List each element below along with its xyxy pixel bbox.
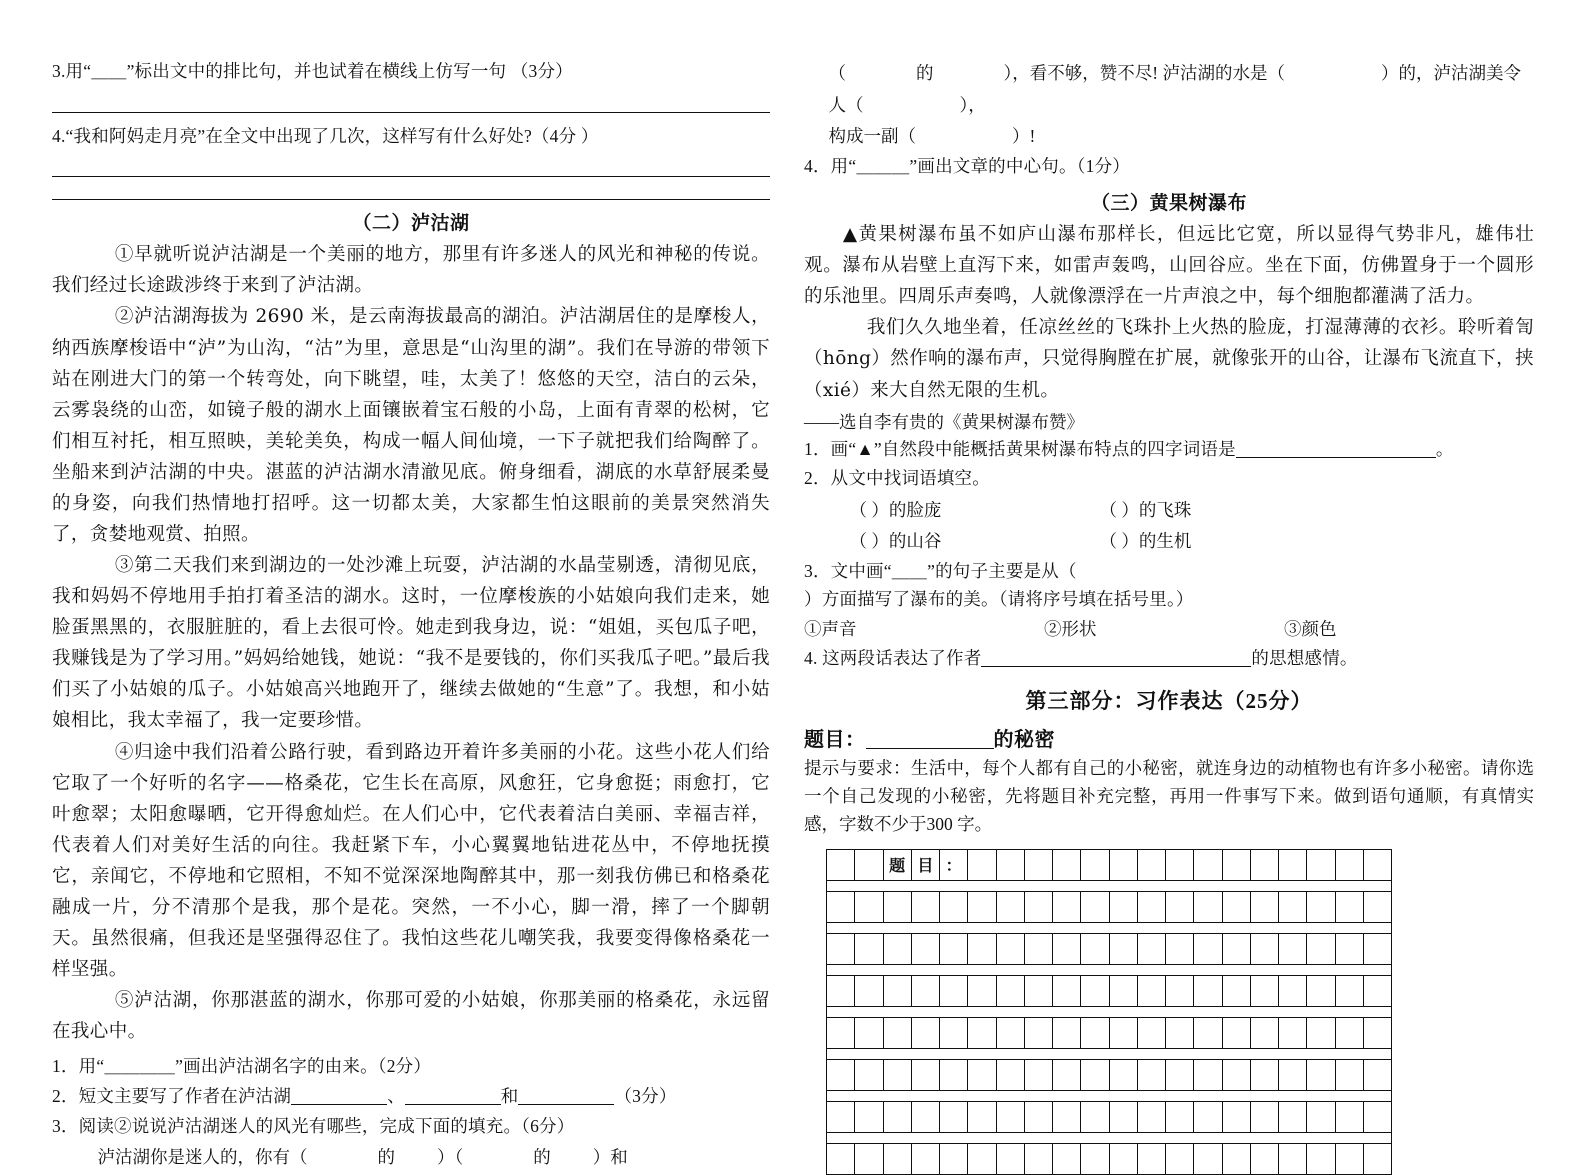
passage-2-paragraph-1: ①早就听说泸沽湖是一个美丽的地方，那里有许多迷人的风光和神秘的传说。我们经过长途跋涉终于来到了泸沽湖。 (52, 244, 770, 297)
passage-3-title: （三）黄果树瀑布 (1090, 193, 1247, 215)
writing-grid-cell[interactable] (968, 1102, 996, 1132)
passage3-q3-choices (804, 615, 1534, 645)
answer-rule[interactable] (52, 199, 770, 200)
p3q1-blank[interactable] (1236, 457, 1436, 458)
passage-3-paragraph-1: ▲黄果树瀑布虽不如庐山瀑布那样长，但远比它宽，所以显得气势非凡，雄伟壮观。瀑布从岩壁上直泻下来，如雷声轰鸣，山回谷应。坐在下面，仿佛置身于一个圆形的乐池里。四周乐声奏鸣，人就像漂浮在一片声浪之中，每个细胞都灌满了活力。 (804, 224, 1534, 308)
writing-grid-cell[interactable] (1194, 1018, 1222, 1048)
passage2-question-2 (52, 1083, 770, 1111)
writing-grid-cell[interactable] (1223, 1060, 1251, 1090)
writing-grid-cell[interactable] (1110, 976, 1138, 1006)
writing-grid-cell[interactable] (912, 892, 940, 922)
passage3-question-2: 2．从文中找词语填空。 (804, 468, 990, 489)
writing-grid-cell[interactable] (1138, 1060, 1166, 1090)
writing-grid-cell[interactable] (1110, 1144, 1138, 1174)
writing-grid-cell[interactable] (1025, 850, 1053, 880)
writing-grid-cell[interactable] (1251, 1102, 1279, 1132)
q2-text-b: 、 (387, 1085, 405, 1106)
cont-text-a: （ (828, 63, 846, 83)
writing-grid-cell[interactable] (1364, 976, 1391, 1006)
writing-grid-bottom-border (826, 1174, 1392, 1175)
writing-grid-gutter (826, 1132, 1392, 1143)
writing-grid-cell[interactable] (1364, 850, 1391, 880)
writing-grid-cell[interactable] (1053, 1018, 1081, 1048)
passage2-question-3: 3．阅读②说说泸沽湖迷人的风光有哪些，完成下面的填充。（6分） (52, 1115, 575, 1136)
writing-grid-cell[interactable] (1138, 1144, 1166, 1174)
writing-grid-cell[interactable] (1223, 892, 1251, 922)
writing-grid-cell[interactable] (884, 1102, 912, 1132)
writing-grid-cell[interactable]: 目 (912, 850, 940, 880)
writing-grid-cell[interactable] (1081, 934, 1109, 964)
q2-blank-1[interactable] (291, 1104, 387, 1105)
writing-grid-cell[interactable] (1110, 1102, 1138, 1132)
writing-grid-cell[interactable] (1307, 1102, 1335, 1132)
writing-grid-cell[interactable] (884, 1060, 912, 1090)
writing-grid-cell[interactable] (1223, 850, 1251, 880)
p3q4-text-a: 4. 这两段话表达了作者 (804, 647, 982, 668)
cont-text-e: ）， (959, 94, 986, 115)
writing-grid-row[interactable] (826, 849, 1392, 880)
writing-grid-cell[interactable] (1081, 1060, 1109, 1090)
writing-grid-cell[interactable] (1053, 1144, 1081, 1174)
writing-grid-cell[interactable] (968, 850, 996, 880)
writing-grid-cell[interactable] (827, 1060, 855, 1090)
writing-grid-cell[interactable] (1251, 892, 1279, 922)
topic-suffix: 的秘密 (993, 728, 1055, 751)
writing-grid-cell[interactable] (855, 850, 883, 880)
composition-hint: 提示与要求：生活中，每个人都有自己的小秘密，就连身边的动植物也有许多小秘密。请你选一个自己发现的小秘密，先将题目补充完整，再用一件事写下来。做到语句通顺，有真情实感，字数不少于300 字。 (804, 757, 1534, 835)
writing-grid-cell[interactable] (997, 976, 1025, 1006)
writing-grid-cell[interactable] (1251, 1018, 1279, 1048)
p3q1-text-b: 。 (1435, 438, 1454, 459)
two-column-layout (52, 58, 1534, 1175)
writing-grid-cell[interactable] (1223, 976, 1251, 1006)
writing-grid-cell[interactable] (940, 1018, 968, 1048)
p3q4-text-b: 的思想感情。 (1251, 647, 1358, 668)
writing-grid-cell[interactable] (1279, 1018, 1307, 1048)
writing-grid-cell[interactable] (884, 1018, 912, 1048)
writing-grid-cell[interactable] (1251, 850, 1279, 880)
writing-grid-cell[interactable] (997, 1018, 1025, 1048)
writing-grid-cell[interactable] (1138, 850, 1166, 880)
passage-3-source: ——选自李有贵的《黄果树瀑布赞》 (804, 411, 1084, 432)
writing-grid-cell[interactable] (1223, 934, 1251, 964)
writing-grid-cell[interactable] (1307, 1060, 1335, 1090)
writing-grid-cell[interactable] (1336, 1102, 1364, 1132)
writing-grid-cell[interactable] (1336, 1144, 1364, 1174)
writing-grid-cell[interactable] (884, 1144, 912, 1174)
passage-2-paragraph-5: ⑤泸沽湖，你那湛蓝的湖水，你那可爱的小姑娘，你那美丽的格桑花，永远留在我心中。 (52, 990, 770, 1043)
writing-grid-cell[interactable] (1251, 934, 1279, 964)
writing-grid-cell[interactable] (1025, 1144, 1053, 1174)
passage-2-paragraph-4: ④归途中我们沿着公路行驶，看到路边开着许多美丽的小花。这些小花人们给它取了一个好听的名字——格桑花，它生长在高原，风愈狂，它身愈挺；雨愈打，它叶愈翠；太阳愈曝晒，它开得愈灿烂。在人们心中，它代表着洁白美丽、幸福吉祥，代表着人们对美好生活的向往。我赶紧下车，小心翼翼地钻进花丛中，不停地抚摸它，亲闻它，不停地和它照相，不知不觉深深地陶醉其中，那一刻我仿佛已和格桑花融成一片，分不清那个是我，那个是花。突然，一不小心，脚一滑，摔了一个脚朝天。虽然很痛，但我还是坚强得忍住了。我怕这些花儿嘲笑我，我要变得像格桑花一样坚强。 (52, 741, 770, 981)
writing-grid-cell[interactable] (1110, 892, 1138, 922)
writing-grid-cell[interactable] (827, 850, 855, 880)
writing-grid-cell[interactable] (1307, 976, 1335, 1006)
q2-text-d: （3分） (614, 1085, 677, 1106)
writing-grid-cell[interactable] (884, 976, 912, 1006)
writing-grid-cell[interactable] (1251, 1060, 1279, 1090)
passage3-q2-row-2 (804, 526, 1534, 558)
writing-grid-cell[interactable] (1279, 976, 1307, 1006)
writing-grid-cell[interactable] (1194, 976, 1222, 1006)
writing-grid-cell[interactable] (1336, 934, 1364, 964)
writing-grid-cell[interactable] (1025, 1102, 1053, 1132)
writing-grid-cell[interactable] (997, 1144, 1025, 1174)
fill-continuation-line-1 (804, 58, 1534, 121)
passage3-question-1 (804, 436, 1534, 464)
writing-grid-cell[interactable] (855, 934, 883, 964)
writing-grid-cell[interactable] (855, 1018, 883, 1048)
p3q3-text-b: ）方面描写了瀑布的美。（请将序号填在括号里。） (804, 588, 1194, 609)
cont2-text-b: ）! (1012, 126, 1036, 146)
writing-grid-cell[interactable] (1081, 850, 1109, 880)
writing-grid-gutter (826, 964, 1392, 975)
writing-grid-cell[interactable] (968, 1018, 996, 1048)
writing-grid-cell[interactable] (912, 1144, 940, 1174)
writing-grid-cell[interactable] (1336, 1060, 1364, 1090)
passage-2-paragraph-3: ③第二天我们来到湖边的一处沙滩上玩耍，泸沽湖的水晶莹剔透，清彻见底，我和妈妈不停地用手拍打着圣洁的湖水。这时，一位摩梭族的小姑娘向我们走来，她脸蛋黑黑的，衣服脏脏的，看上去很可怜。她走到我身边，说：“姐姐，买包瓜子吧，我赚钱是为了学习用。”妈妈给她钱，她说：“我不是要钱的，你们买我瓜子吧。”最后我们买了小姑娘的瓜子。小姑娘高兴地跑开了，继续去做她的“生意”了。我想，和小姑娘相比，我太幸福了，我一定要珍惜。 (52, 555, 770, 732)
writing-grid-cell[interactable] (1336, 850, 1364, 880)
passage-3-paragraph-2: 我们久久地坐着，任凉丝丝的飞珠扑上火热的脸庞，打湿薄薄的衣衫。聆听着訇（hōng）然作响的瀑布声，只觉得胸膛在扩展，就像张开的山谷，让瀑布飞流直下，挟（xié）来大自然无限的生机。 (804, 317, 1534, 401)
writing-grid-cell[interactable] (1223, 1018, 1251, 1048)
writing-grid-cell[interactable] (1279, 850, 1307, 880)
writing-grid-cell[interactable] (827, 976, 855, 1006)
cont2-text-a: 构成一副（ (828, 126, 916, 146)
writing-grid-row[interactable] (826, 891, 1392, 922)
writing-grid-gutter (826, 1090, 1392, 1101)
writing-grid-cell[interactable] (1279, 1144, 1307, 1174)
fill-continuation-line-2 (804, 121, 1534, 153)
question-3-prompt: 3.用“＿＿”标出文中的排比句，并也试着在横线上仿写一句 （3分） (52, 61, 573, 81)
writing-grid-cell[interactable] (1364, 1102, 1391, 1132)
writing-grid-cell[interactable] (997, 850, 1025, 880)
p3q2-item-1-right[interactable]: （ ）的飞珠 (1099, 499, 1192, 520)
passage3-question-3 (804, 558, 1534, 613)
choice-option-1[interactable]: ①声音 (804, 619, 857, 640)
writing-grid-cell[interactable] (1223, 1144, 1251, 1174)
q2-text-a: 2．短文主要写了作者在泸沽湖 (52, 1085, 292, 1106)
cont-text-d: ）的，泸沽湖美令人（ (828, 63, 1521, 115)
writing-grid-cell[interactable] (827, 934, 855, 964)
question-4-prompt: 4.“我和阿妈走月亮”在全文中出现了几次，这样写有什么好处?（4分 ） (52, 125, 599, 146)
writing-grid-cell[interactable] (1081, 976, 1109, 1006)
writing-grid-cell[interactable] (912, 934, 940, 964)
choice-option-2[interactable]: ②形状 (1044, 619, 1097, 640)
writing-grid-cell[interactable] (827, 1018, 855, 1048)
writing-grid-cell[interactable] (1166, 1018, 1194, 1048)
writing-grid-gutter (826, 922, 1392, 933)
writing-grid-cell[interactable] (1081, 1144, 1109, 1174)
writing-grid-cell[interactable] (1364, 1060, 1391, 1090)
writing-grid-row[interactable] (826, 933, 1392, 964)
fill-text-a: 泸沽湖你是迷人的，你有（ (97, 1147, 308, 1168)
writing-grid-cell[interactable] (940, 892, 968, 922)
writing-grid-cell[interactable] (1279, 934, 1307, 964)
fill-text-e: ）和 (592, 1147, 628, 1168)
writing-grid-cell[interactable] (1166, 892, 1194, 922)
writing-grid-cell[interactable] (855, 892, 883, 922)
writing-grid-cell[interactable]: ： (940, 850, 968, 880)
writing-grid-cell[interactable] (1166, 934, 1194, 964)
answer-rule[interactable] (52, 112, 770, 113)
writing-grid-cell[interactable] (855, 1060, 883, 1090)
writing-grid-cell[interactable] (940, 976, 968, 1006)
writing-grid-cell[interactable] (1081, 1018, 1109, 1048)
writing-grid-cell[interactable] (912, 1018, 940, 1048)
writing-grid-cell[interactable] (1194, 1060, 1222, 1090)
writing-grid-cell[interactable] (1053, 892, 1081, 922)
writing-grid-cell[interactable] (884, 934, 912, 964)
writing-grid-cell[interactable] (827, 1102, 855, 1132)
writing-grid-cell[interactable] (1279, 1102, 1307, 1132)
writing-grid-cell[interactable] (1166, 1144, 1194, 1174)
writing-grid-cell[interactable] (997, 1102, 1025, 1132)
writing-grid-cell[interactable] (968, 1144, 996, 1174)
q2-blank-2[interactable] (405, 1104, 501, 1105)
writing-grid-cell[interactable] (1166, 976, 1194, 1006)
left-column (52, 58, 770, 1174)
writing-grid-cell[interactable] (1110, 850, 1138, 880)
writing-grid-cell[interactable] (1194, 1144, 1222, 1174)
writing-grid-cell[interactable] (940, 934, 968, 964)
writing-grid-cell[interactable] (940, 1144, 968, 1174)
writing-grid-cell[interactable] (827, 1144, 855, 1174)
passage3-q2-row-1 (804, 495, 1534, 527)
choice-option-3[interactable]: ③颜色 (1284, 619, 1337, 640)
writing-grid-cell[interactable] (1110, 934, 1138, 964)
p3q2-item-1-left[interactable]: （ ）的脸庞 (849, 499, 942, 520)
writing-grid-row[interactable] (826, 1017, 1392, 1048)
p3q3-text-a: 3．文中画“＿＿”的句子主要是从（ (804, 560, 1077, 581)
writing-grid-cell[interactable] (884, 892, 912, 922)
writing-grid-cell[interactable] (1307, 850, 1335, 880)
passage3-question-4 (804, 645, 1534, 673)
writing-grid-cell[interactable] (1364, 1144, 1391, 1174)
passage2-question-3-fill (52, 1142, 770, 1174)
topic-blank[interactable] (866, 748, 994, 749)
writing-grid-cell[interactable] (997, 1060, 1025, 1090)
writing-grid-cell[interactable] (855, 1144, 883, 1174)
writing-grid-cell[interactable] (1166, 1102, 1194, 1132)
fill-text-b: 的 (377, 1147, 395, 1168)
writing-grid-row[interactable] (826, 975, 1392, 1006)
writing-grid-cell[interactable] (1307, 1144, 1335, 1174)
writing-grid-cell[interactable] (1138, 976, 1166, 1006)
q2-blank-3[interactable] (518, 1104, 614, 1105)
writing-grid-cell[interactable] (1194, 1102, 1222, 1132)
passage-2-paragraph-2: ②泸沽湖海拔为 2690 米，是云南海拔最高的湖泊。泸沽湖居住的是摩梭人，纳西族摩梭语中“泸”为山沟，“沽”为里，意思是“山沟里的湖”。我们在导游的带领下站在刚进大门的第一个转弯处，向下眺望，哇，太美了！悠悠的天空，洁白的云朵，云雾袅绕的山峦，如镜子般的湖水上面镶嵌着宝石般的小岛，上面有青翠的松树，它们相互衬托，相互照映，美轮美奂，构成一幅人间仙境，一下子就把我们给陶醉了。坐船来到泸沽湖的中央。湛蓝的泸沽湖水清澈见底。俯身细看，湖底的水草舒展柔曼的身姿，向我们热情地打招呼。这一切都太美，大家都生怕这眼前的美景突然消失了，贪婪地观赏、拍照。 (52, 306, 770, 545)
writing-grid-cell[interactable] (968, 892, 996, 922)
writing-grid-cell[interactable] (1279, 1060, 1307, 1090)
writing-grid-cell[interactable] (1081, 892, 1109, 922)
writing-grid-cell[interactable] (1053, 1060, 1081, 1090)
writing-grid-cell[interactable] (1053, 976, 1081, 1006)
writing-grid-cell[interactable] (912, 1102, 940, 1132)
writing-grid-cell[interactable] (1166, 850, 1194, 880)
writing-grid-cell[interactable] (1364, 934, 1391, 964)
writing-grid-cell[interactable] (1025, 1060, 1053, 1090)
writing-grid-cell[interactable] (1364, 1018, 1391, 1048)
cont-text-c: ），看不够，赞不尽! 泸沽湖的水是（ (1003, 63, 1285, 83)
fill-text-c: ）（ (437, 1147, 464, 1168)
writing-grid-cell[interactable] (1194, 850, 1222, 880)
writing-grid-cell[interactable] (1138, 892, 1166, 922)
writing-grid-cell[interactable] (968, 934, 996, 964)
writing-grid-cell[interactable] (1166, 1060, 1194, 1090)
writing-grid-cell[interactable] (1194, 892, 1222, 922)
writing-grid-cell[interactable] (855, 1102, 883, 1132)
writing-grid-cell[interactable] (827, 892, 855, 922)
p3q1-text-a: 1．画“▲”自然段中能概括黄果树瀑布特点的四字词语是 (804, 438, 1236, 459)
writing-grid-cell[interactable] (1138, 934, 1166, 964)
answer-rule[interactable] (52, 176, 770, 177)
writing-grid-cell[interactable] (1251, 976, 1279, 1006)
writing-grid-row[interactable] (826, 1101, 1392, 1132)
writing-grid-cell[interactable] (1364, 892, 1391, 922)
writing-grid-cell[interactable] (1110, 1018, 1138, 1048)
writing-grid[interactable] (826, 849, 1392, 1175)
composition-topic-line (804, 723, 1534, 752)
writing-grid-cell[interactable] (1053, 1102, 1081, 1132)
writing-grid-cell[interactable] (1194, 934, 1222, 964)
passage2-question-1: 1．用“＿＿＿＿”画出泸沽湖名字的由来。（2分） (52, 1056, 432, 1077)
writing-grid-cell[interactable] (1279, 892, 1307, 922)
writing-grid-cell[interactable] (997, 934, 1025, 964)
writing-grid-gutter (826, 1006, 1392, 1017)
writing-grid-cell[interactable] (1081, 1102, 1109, 1132)
q2-text-c: 和 (500, 1085, 519, 1106)
p3q4-blank[interactable] (981, 666, 1251, 667)
writing-grid-cell[interactable] (1025, 976, 1053, 1006)
topic-label: 题目： (804, 728, 866, 751)
p3q2-item-2-right[interactable]: （ ）的生机 (1099, 531, 1192, 552)
writing-grid-cell[interactable] (940, 1060, 968, 1090)
writing-grid-cell[interactable] (912, 976, 940, 1006)
writing-grid-cell[interactable] (1110, 1060, 1138, 1090)
writing-grid-cell[interactable] (1138, 1018, 1166, 1048)
writing-grid-cell[interactable] (968, 976, 996, 1006)
writing-grid-cell[interactable] (1025, 934, 1053, 964)
passage2-question-4: 4．用“＿＿＿”画出文章的中心句。（1分） (804, 155, 1130, 176)
writing-grid-gutter (826, 880, 1392, 891)
writing-grid-cell[interactable] (1053, 934, 1081, 964)
writing-grid-cell[interactable]: 题 (884, 850, 912, 880)
writing-grid-cell[interactable] (997, 892, 1025, 922)
writing-grid-row[interactable] (826, 1143, 1392, 1174)
writing-grid-cell[interactable] (940, 1102, 968, 1132)
part-3-heading: 第三部分：习作表达（25分） (1025, 688, 1313, 713)
fill-text-d: 的 (533, 1147, 551, 1168)
writing-grid-cell[interactable] (1025, 1018, 1053, 1048)
writing-grid-gutter (826, 1048, 1392, 1059)
writing-grid-cell[interactable] (912, 1060, 940, 1090)
writing-grid-cell[interactable] (1307, 892, 1335, 922)
writing-grid-cell[interactable] (1025, 892, 1053, 922)
writing-grid-cell[interactable] (1138, 1102, 1166, 1132)
writing-grid-cell[interactable] (1223, 1102, 1251, 1132)
writing-grid-cell[interactable] (1336, 976, 1364, 1006)
passage-2-title: （二）泸沽湖 (352, 213, 470, 235)
cont-text-b: 的 (916, 63, 934, 83)
writing-grid-cell[interactable] (1251, 1144, 1279, 1174)
writing-grid-cell[interactable] (1336, 892, 1364, 922)
right-column (804, 58, 1534, 1175)
writing-grid-cell[interactable] (1307, 934, 1335, 964)
p3q2-item-2-left[interactable]: （ ）的山谷 (849, 531, 942, 552)
writing-grid-cell[interactable] (855, 976, 883, 1006)
writing-grid-cell[interactable] (1307, 1018, 1335, 1048)
writing-grid-cell[interactable] (968, 1060, 996, 1090)
writing-grid-cell[interactable] (1053, 850, 1081, 880)
writing-grid-cell[interactable] (1336, 1018, 1364, 1048)
writing-grid-row[interactable] (826, 1059, 1392, 1090)
